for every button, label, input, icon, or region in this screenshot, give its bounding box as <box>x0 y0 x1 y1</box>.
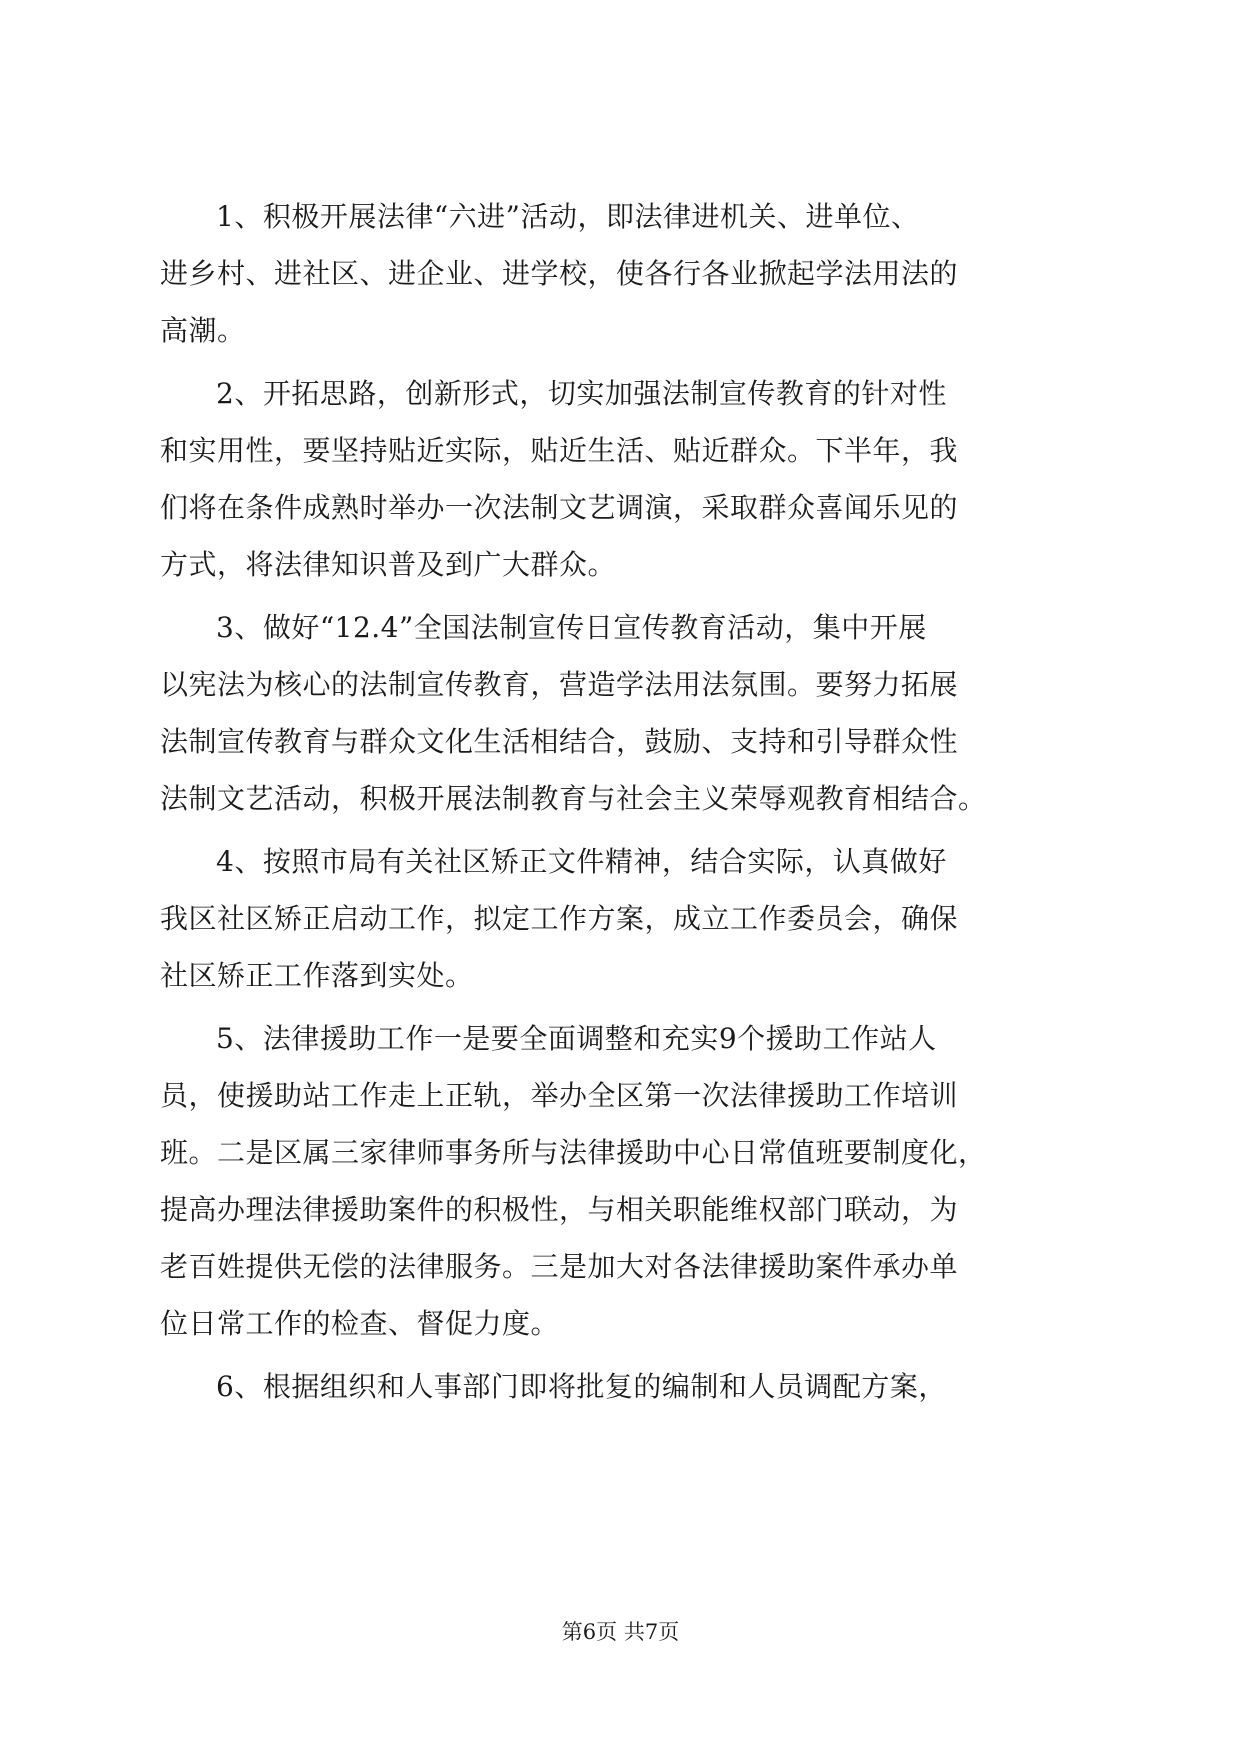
paragraph-5-line-1: 5、法律援助工作一是要全面调整和充实9个援助工作站人 <box>216 1022 937 1055</box>
paragraph-5-line-4: 提高办理法律援助案件的积极性，与相关职能维权部门联动，为 <box>160 1193 959 1226</box>
paragraph-2-line-2: 和实用性，要坚持贴近实际，贴近生活、贴近群众。下半年，我 <box>160 434 959 467</box>
paragraph-5-line-5: 老百姓提供无偿的法律服务。三是加大对各法律援助案件承办单 <box>160 1250 959 1283</box>
paragraph-1-line-1: 1、积极开展法律“六进”活动，即法律进机关、进单位、 <box>216 200 920 233</box>
paragraph-5-line-3: 班。二是区属三家律师事务所与法律援助中心日常值班要制度化， <box>160 1136 987 1169</box>
paragraph-4-line-3: 社区矫正工作落到实处。 <box>160 959 474 992</box>
paragraph-1-line-2: 进乡村、进社区、进企业、进学校，使各行各业掀起学法用法的 <box>160 257 959 290</box>
paragraph-1-line-3: 高潮。 <box>160 314 246 347</box>
paragraph-2-line-4: 方式，将法律知识普及到广大群众。 <box>160 548 617 581</box>
paragraph-5-line-2: 员，使援助站工作走上正轨，举办全区第一次法律援助工作培训 <box>160 1079 959 1112</box>
paragraph-2-line-1: 2、开拓思路，创新形式，切实加强法制宣传教育的针对性 <box>216 377 947 410</box>
paragraph-5-line-6: 位日常工作的检查、督促力度。 <box>160 1307 560 1340</box>
paragraph-3-line-1: 3、做好“12.4”全国法制宣传日宣传教育活动，集中开展 <box>216 611 927 644</box>
page-footer: 第6页 共7页 <box>561 1620 680 1644</box>
paragraph-6-line-1: 6、根据组织和人事部门即将批复的编制和人员调配方案， <box>216 1370 947 1403</box>
paragraph-3-line-3: 法制宣传教育与群众文化生活相结合，鼓励、支持和引导群众性 <box>160 725 959 758</box>
paragraph-2-line-3: 们将在条件成熟时举办一次法制文艺调演，采取群众喜闻乐见的 <box>160 491 959 524</box>
paragraph-3-line-2: 以宪法为核心的法制宣传教育，营造学法用法氛围。要努力拓展 <box>160 668 959 701</box>
paragraph-4-line-1: 4、按照市局有关社区矫正文件精神，结合实际，认真做好 <box>216 845 947 878</box>
paragraph-4-line-2: 我区社区矫正启动工作，拟定工作方案，成立工作委员会，确保 <box>160 902 959 935</box>
paragraph-3-line-4: 法制文艺活动，积极开展法制教育与社会主义荣辱观教育相结合。 <box>160 782 987 815</box>
